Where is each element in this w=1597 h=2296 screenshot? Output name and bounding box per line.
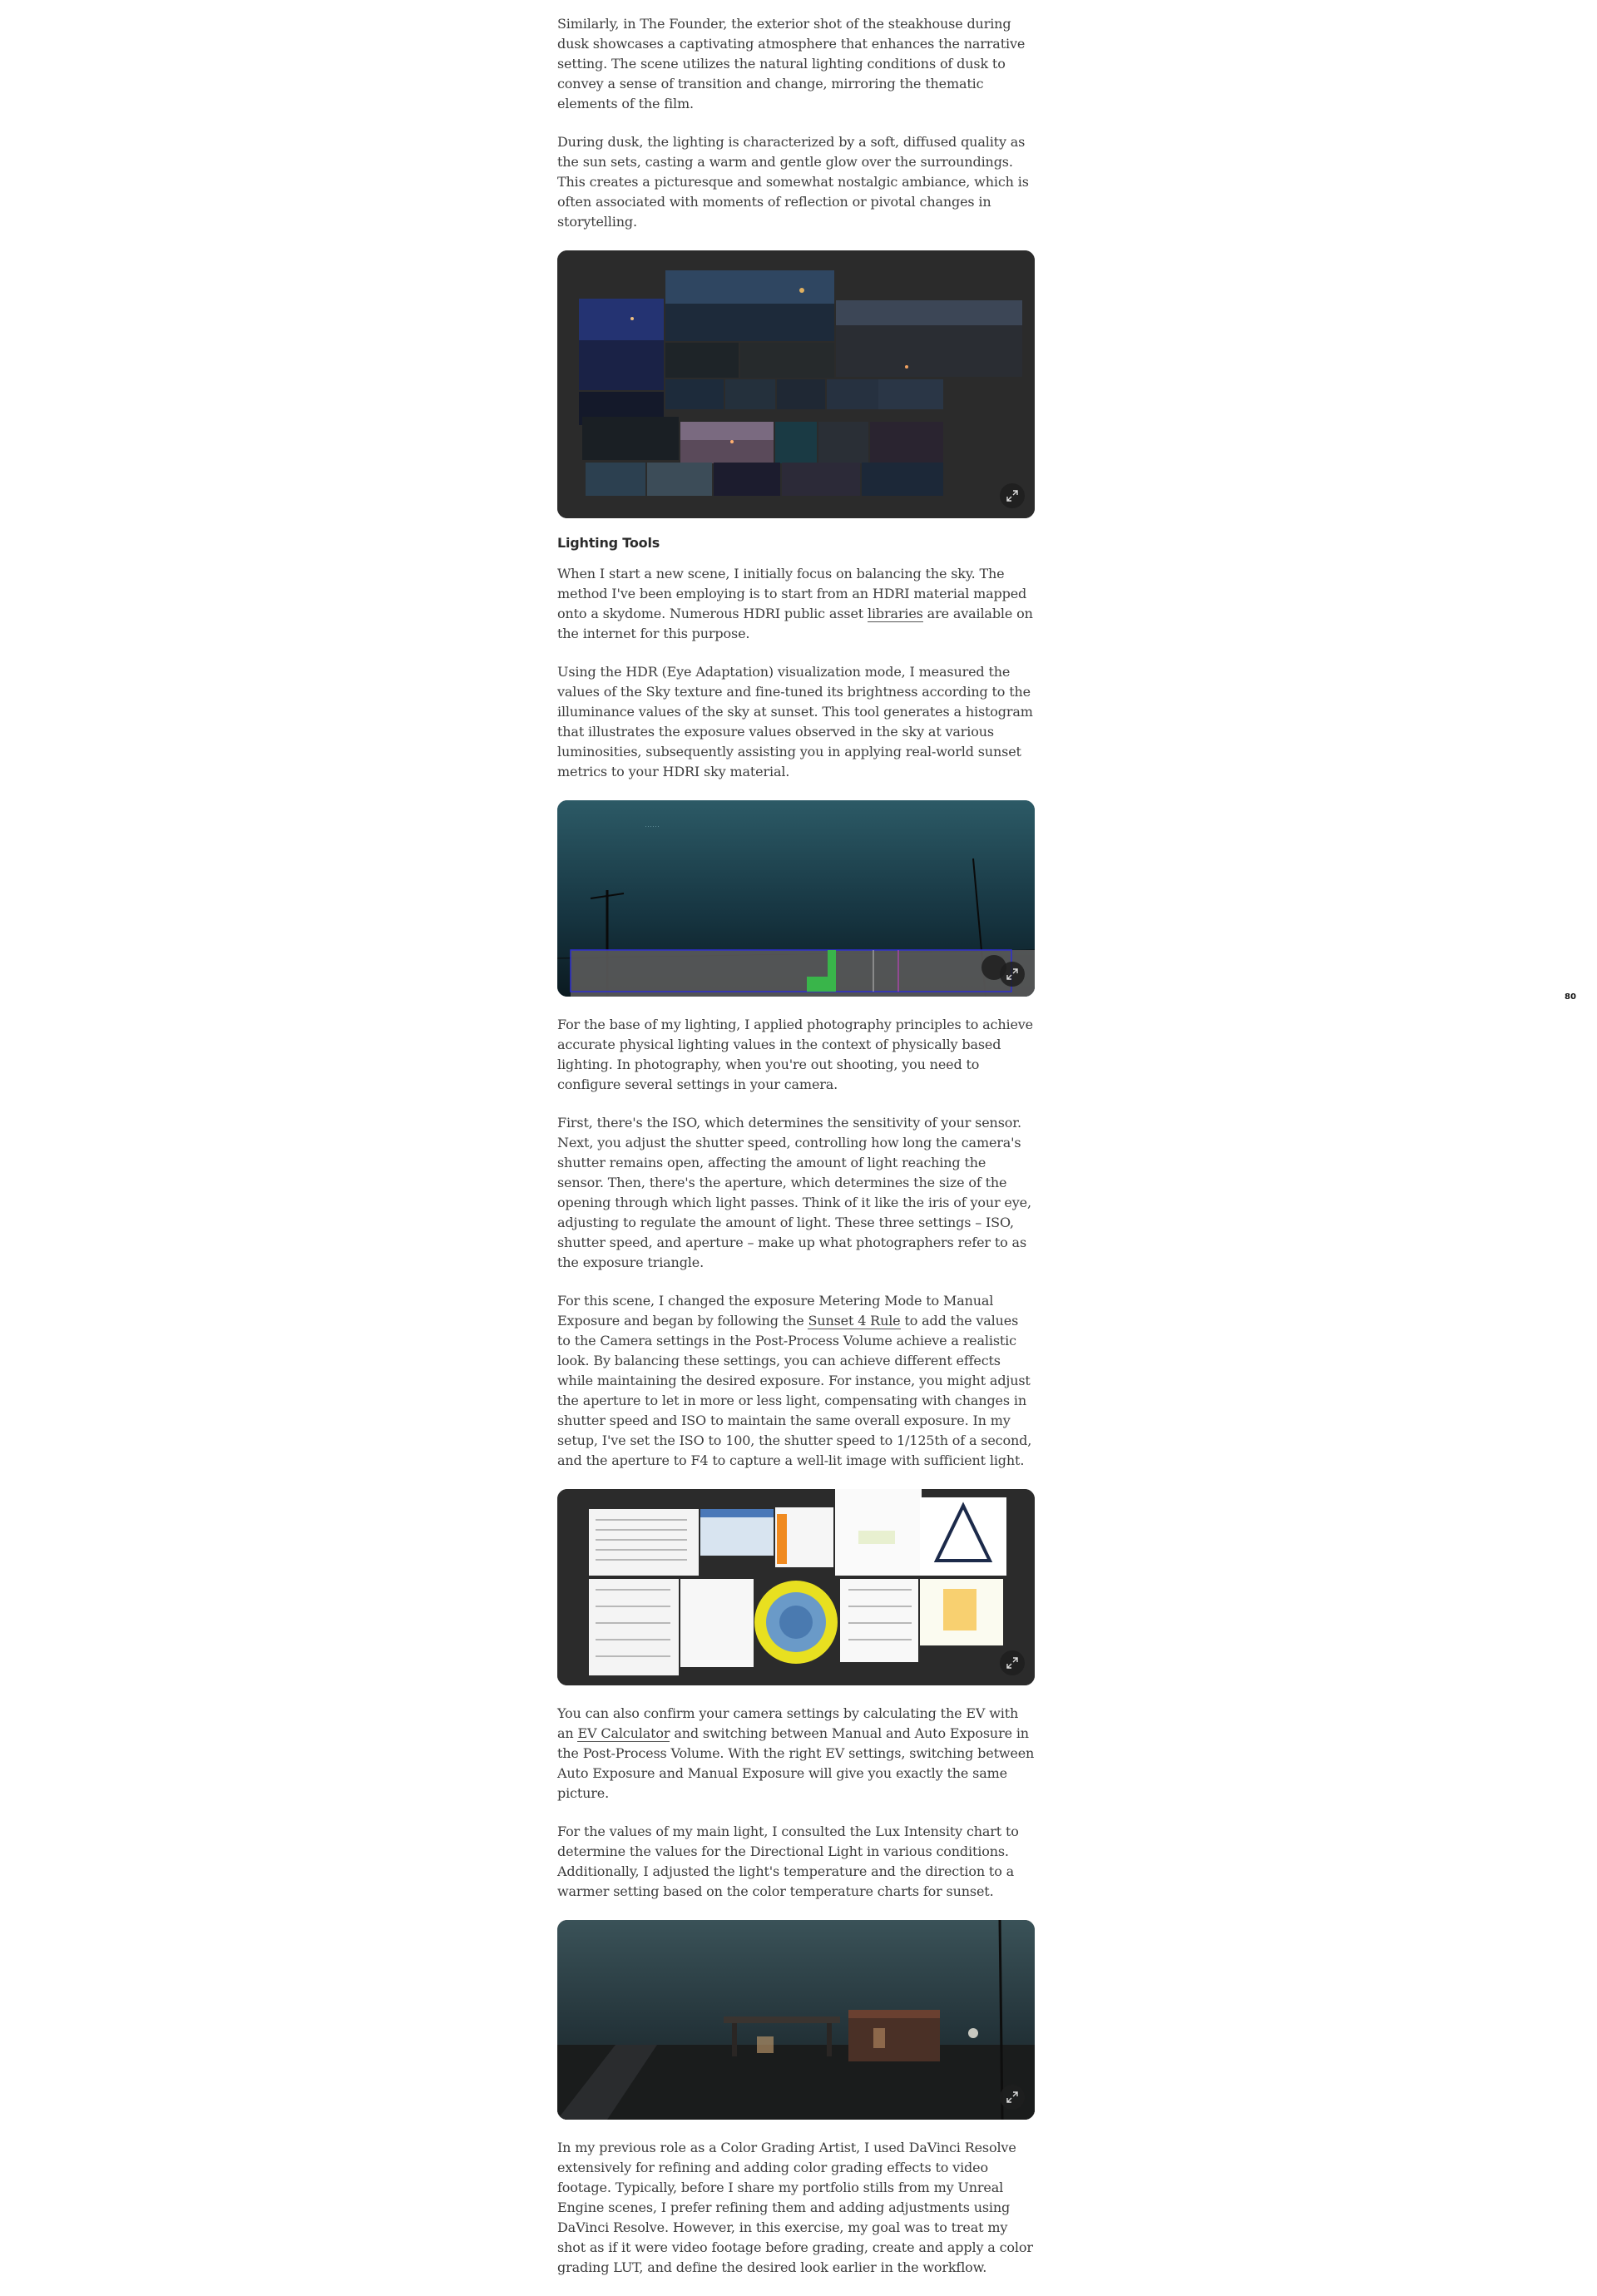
paragraph-lux-intensity: For the values of my main light, I consulted the Lux Intensity chart to determine the values for the Directional Light in various conditions. Additionally, I adjusted the light's temperature and the direction to a warmer setting based on the color temperature charts for sunset.	[557, 1823, 1019, 1899]
paragraph-sunset-rule: For this scene, I changed the exposure Metering Mode to Manual Exposure and began by following the Sunset 4 Rule to add the values to the Camera settings in the Post-Process Volume achieve a realistic look. By balancing these settings, you can achieve different effects while maintaining the desired exposure. For instance, you might adjust the aperture to let in more or less light, compensating with changes in shutter speed and ISO to maintain the same overall exposure. In my setup, I've set the ISO to 100, the shutter speed to 1/125th of a second, and the aperture to F4 to capture a well-lit image with sufficient light.	[557, 1293, 1032, 1468]
paragraph-founder: Similarly, in The Founder, the exterior shot of the steakhouse during dusk showcases a captivating atmosphere that enhances the narrative setting. The scene utilizes the natural lighting conditions of dusk to convey a sense of transition and change, mirroring the thematic elements of the film.	[557, 16, 1026, 111]
paragraph-dusk: During dusk, the lighting is characterized by a soft, diffused quality as the sun sets, casting a warm and gentle glow over the surroundings. This creates a picturesque and somewhat nostalgic ambiance, which is often associated with moments of reflection or pivotal changes in storytelling.	[557, 134, 1029, 230]
gas-station-render-image[interactable]	[557, 1920, 1035, 2120]
libraries-link[interactable]: libraries	[867, 606, 923, 621]
expand-button[interactable]	[1000, 1650, 1025, 1675]
svg-text:80: 80	[1565, 992, 1576, 1001]
expand-button[interactable]	[1000, 962, 1025, 987]
ev-calculator-link[interactable]: EV Calculator	[577, 1725, 670, 1741]
paragraph-color-grading: In my previous role as a Color Grading Artist, I used DaVinci Resolve extensively for refining and adding color grading effects to video footage. Typically, before I share my portfolio stills from my Unreal Engine scenes, I prefer refining them and adding adjustments using DaVinci Resolve. However, in this exercise, my goal was to treat my shot as if it were video footage before grading, create and apply a color grading LUT, and define the desired look earlier in the workflow.	[557, 2140, 1033, 2275]
sunset-4-rule-link[interactable]: Sunset 4 Rule	[808, 1313, 901, 1329]
paragraph-exposure-triangle: First, there's the ISO, which determines the sensitivity of your sensor. Next, you adjust the shutter speed, controlling how long the camera's shutter remains open, affecting the amount of light reaching the sensor. Then, there's the aperture, which determines the size of the opening through which light passes. Think of it like the iris of your eye, adjusting to regulate the amount of light. These three settings – ISO, shutter speed, and aperture – make up what photographers refer to as the exposure triangle.	[557, 1115, 1031, 1270]
gas-station-scene	[557, 1920, 1035, 2120]
expand-icon	[1006, 2091, 1019, 2104]
moodboard-collage	[557, 250, 1035, 518]
paragraph-photography: For the base of my lighting, I applied photography principles to achieve accurate physical lighting values in the context of physically based lighting. In photography, when you're out shooting, you need to configure several settings in your camera.	[557, 1017, 1033, 1092]
expand-button[interactable]	[1000, 2085, 1025, 2110]
reference-moodboard-image[interactable]	[557, 250, 1035, 518]
exposure-charts-collage-image[interactable]	[557, 1489, 1035, 1685]
expand-button[interactable]	[1000, 483, 1025, 508]
section-heading-lighting-tools: Lighting Tools	[557, 535, 660, 551]
hdr-histogram-image[interactable]	[557, 800, 1035, 997]
paragraph-ev-calculator: You can also confirm your camera settings by calculating the EV with an EV Calculator and switching between Manual and Auto Exposure in the Post-Process Volume. With the right EV settings, switching between Auto Exposure and Manual Exposure will give you exactly the same picture.	[557, 1705, 1035, 1801]
hdr-sky-scene	[557, 800, 1035, 997]
article-column	[557, 0, 1035, 2296]
expand-icon	[1006, 1656, 1019, 1670]
expand-icon	[1006, 967, 1019, 981]
paragraph-hdri: When I start a new scene, I initially focus on balancing the sky. The method I've been employing is to start from an HDRI material mapped onto a skydome. Numerous HDRI public asset libraries are available on the internet for this purpose.	[557, 566, 1033, 641]
charts-collage	[557, 1489, 1035, 1685]
paragraph-eye-adaptation: Using the HDR (Eye Adaptation) visualization mode, I measured the values of the Sky texture and fine-tuned its brightness according to the illuminance values of the sky at sunset. This tool generates a histogram that illustrates the exposure values observed in the sky at various luminosities, subsequently assisting you in applying real-world sunset metrics to your HDRI sky material.	[557, 664, 1033, 779]
expand-icon	[1006, 489, 1019, 502]
svg-text:......: ......	[645, 824, 660, 829]
80-level-logo-icon[interactable]	[1565, 988, 1583, 1001]
